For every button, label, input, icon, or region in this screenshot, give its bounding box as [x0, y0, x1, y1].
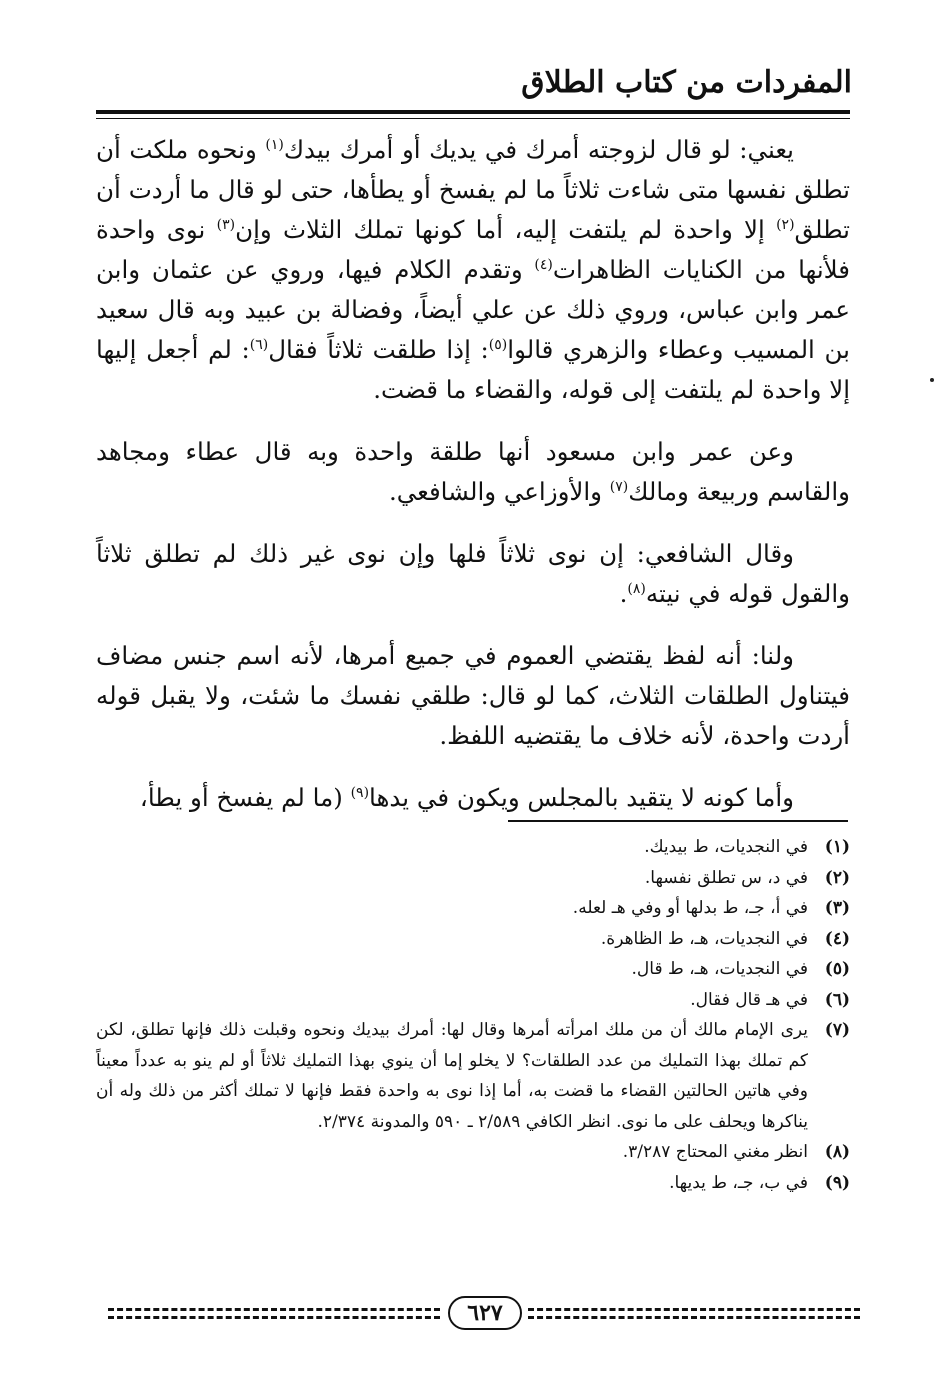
footnote-text: انظر مغني المحتاج ٣/٢٨٧.	[622, 1142, 808, 1162]
footnote-number: (٢)	[824, 867, 850, 888]
footnote-reference: (٥)	[488, 336, 508, 353]
body-text-run: (ما لم يفسخ أو يطأ،	[139, 783, 351, 812]
running-title: المفردات من كتاب الطلاق	[521, 65, 852, 100]
footnote-item	[96, 1137, 850, 1168]
body-paragraph	[96, 636, 850, 756]
body-text-run: وعن عمر وابن مسعود أنها طلقة واحدة وبه قال عطاء ومجاهد والقاسم وربيعة ومالك	[96, 437, 850, 506]
footnote-number: (٥)	[824, 959, 850, 979]
main-text	[96, 130, 850, 818]
footnote-text: في النجديات، هـ، ط الظاهرة.	[600, 928, 808, 949]
footnote-text: يرى الإمام مالك أن من ملك امرأته أمرها وقال لها: أمرك بيديك ونحوه وقبلت ذلك فإنها تطلق، لكن كم تملك بهذا التمليك من عدد الطلقات؟ لا يخلو إما أن ينوي بهذا التمليك ثلاثاً أو لم ينو به عدداً معيناً وفي هاتين الحالتين القضاء ما قضت به، أما إذا نوى به واحدة فقط فإنها لا تملك أكثر من ذلك وله أن يناكرها ويحلف على ما نوى. انظر الكافي ٢/٥٨٩ ـ ٥٩٠ والمدونة ٢/٣٧٤.	[96, 1020, 808, 1132]
body-text-run: وتقدم الكلام فيها، وروي عن عثمان وابن عمر وابن عباس، وروي ذلك عن علي أيضاً، وفضالة بن عبيد وبه قال سعيد بن المسيب وعطاء والزهري قالوا	[96, 255, 850, 364]
footnote-number: (١)	[824, 837, 850, 857]
body-text-run: والأوزاعي والشافعي.	[388, 477, 610, 506]
body-paragraph	[96, 778, 850, 818]
footnote-text: في أ، جـ، ط بدلها أو وفي هـ لعله.	[572, 898, 808, 918]
body-text-run: يعني: لو قال لزوجته أمرك في يديك أو أمرك بيدك	[283, 135, 794, 164]
body-text-run: وقال الشافعي: إن نوى ثلاثاً فلها وإن نوى غير ذلك لم تطلق ثلاثاً والقول قوله في نيته	[96, 539, 850, 608]
body-text-run: ونحوه ملكت أن تطلق نفسها متى شاءت ثلاثاً ما لم يفسخ أو يطأها، حتى لو قال ما أردت أن تطلق	[96, 135, 850, 244]
footnote-item	[96, 1015, 850, 1137]
footnote-item	[96, 924, 850, 955]
footnote-text: في النجديات، هـ، ط قال.	[631, 959, 808, 979]
footnote-item	[96, 954, 850, 985]
footnote-item	[96, 985, 850, 1016]
footnote-item	[96, 863, 850, 894]
body-text-run: .	[619, 579, 628, 608]
margin-dot	[930, 378, 934, 382]
footnote-reference: (٣)	[216, 216, 236, 233]
body-text-run: نوى واحدة فلأنها من الكنايات الظاهرات	[96, 215, 850, 284]
footnote-item	[96, 832, 850, 863]
footnote-reference: (١)	[265, 136, 284, 153]
footnote-reference: (٨)	[627, 580, 646, 597]
footnote-reference: (٩)	[350, 784, 370, 801]
footnote-number: (٩)	[824, 1172, 850, 1193]
body-text-run: : لم أجعل إليها إلا واحدة لم يلتفت إلى قوله، والقضاء ما قضت.	[96, 335, 850, 404]
footer-dash-right-lower	[528, 1316, 860, 1319]
footnote-reference: (٢)	[776, 216, 795, 233]
footnote-item	[96, 893, 850, 924]
footnote-reference: (٦)	[249, 336, 269, 353]
body-paragraph	[96, 130, 850, 410]
footnote-text: في ب، جـ، ط يديها.	[669, 1172, 808, 1193]
body-text-run: إلا واحدة لم يلتفت إليه، أما كونها تملك الثلاث وإن	[235, 215, 777, 244]
footer-dash-left	[108, 1308, 440, 1311]
footnote-reference: (٧)	[609, 478, 629, 495]
body-text-run: ولنا: أنه لفظ يقتضي العموم في جميع أمرها، لأنه اسم جنس مضاف فيتناول الطلقات الثلاث، كما لو قال: طلقي نفسك ما شئت، ولا يقبل قوله أردت واحدة، لأنه خلاف ما يقتضيه اللفظ.	[96, 641, 850, 750]
footnote-separator	[508, 820, 848, 822]
body-paragraph	[96, 534, 850, 614]
body-text-run: وأما كونه لا يتقيد بالمجلس ويكون في يدها	[369, 783, 794, 812]
footer-dash-left-lower	[108, 1316, 440, 1319]
body-paragraph	[96, 432, 850, 512]
footer-dash-right	[528, 1308, 860, 1311]
footnote-number: (٤)	[824, 928, 850, 949]
footnote-number: (٦)	[824, 989, 850, 1010]
footnotes	[96, 832, 850, 1198]
footnote-number: (٧)	[824, 1020, 850, 1040]
header-rule-thick	[96, 110, 850, 114]
footnote-number: (٨)	[824, 1142, 850, 1162]
body-text-run: : إذا طلقت ثلاثاً فقال	[268, 335, 489, 364]
footnote-item	[96, 1168, 850, 1199]
page-footer-ornament	[108, 1296, 860, 1336]
footnote-number: (٣)	[824, 898, 850, 918]
footnote-text: في النجديات، ط بيديك.	[644, 837, 808, 857]
header-rule-thin	[96, 118, 850, 119]
page-number: ٦٢٧	[448, 1296, 522, 1330]
footnote-text: في د، س تطلق نفسها.	[644, 867, 808, 888]
footnote-reference: (٤)	[534, 256, 553, 273]
footnote-text: في هـ قال فقال.	[690, 989, 808, 1010]
